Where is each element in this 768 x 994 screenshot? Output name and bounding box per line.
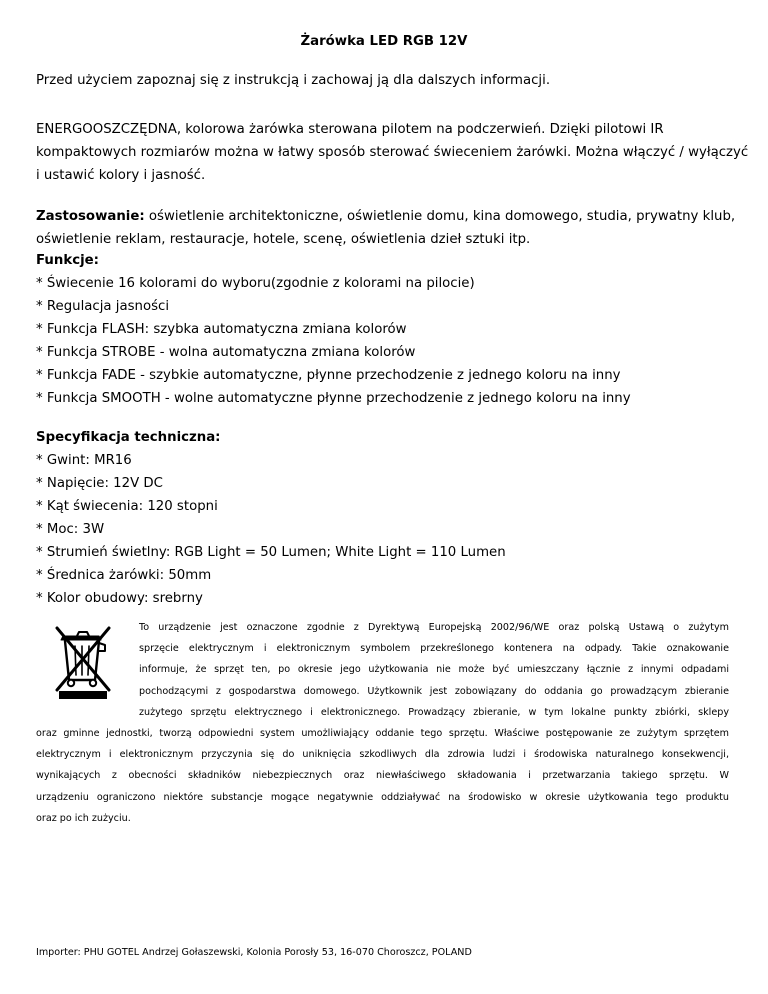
weee-line: zużytego sprzętu elektrycznego i elektronicznego. Prowadzący zbieranie, w tym lokalne punkty zbiórki, sklepy: [139, 706, 729, 718]
specs-section: [36, 426, 736, 610]
description-line: ENERGOOSZCZĘDNA, kolorowa żarówka sterowana pilotem na podczerwień. Dzięki pilotowi IR: [36, 122, 664, 137]
intro-text: Przed użyciem zapoznaj się z instrukcją i zachowaj ją dla dalszych informacji.: [36, 73, 551, 88]
functions-heading: Funkcje:: [36, 253, 99, 268]
usage-line: oświetlenie reklam, restauracje, hotele, scenę, oświetlenia dzieł sztuki itp.: [36, 232, 531, 247]
function-item: * Funkcja SMOOTH - wolne automatyczne płynne przechodzenie z jednego koloru na inny: [36, 391, 631, 406]
description-line: i ustawić kolory i jasność.: [36, 168, 206, 183]
weee-line: informuje, że sprzęt ten, po okresie jego użytkowania nie może być umieszczany łącznie z innymi odpadami: [139, 664, 729, 676]
weee-line: urządzeniu ograniczono niektóre substancje mogące negatywnie oddziaływać na środowisko w okresie użytkowania tego produktu: [36, 791, 729, 803]
weee-line: oraz po ich zużyciu.: [36, 812, 131, 824]
functions-section: [36, 249, 736, 410]
usage-text: oświetlenie architektoniczne, oświetlenie domu, kina domowego, studia, prywatny klub,: [144, 209, 736, 224]
usage-section: [36, 205, 736, 251]
weee-line: elektrycznym i elektronicznym przyczynia się do uniknięcia szkodliwych dla zdrowia ludzi i środowiska naturalnego konsekwencji,: [36, 749, 729, 761]
spec-item: * Moc: 3W: [36, 522, 105, 537]
description: [36, 118, 749, 187]
weee-line: wynikających z obecności składników niebezpiecznych oraz niewłaściwego składowania i przetwarzania takiego sprzętu. W: [36, 770, 729, 782]
spec-item: * Średnica żarówki: 50mm: [36, 568, 212, 583]
weee-line: oraz gminne jednostki, tworzą odpowiedni system umożliwiający oddanie tego sprzętu. Właściwe postępowanie ze zużytym sprzętem: [36, 728, 729, 740]
specs-heading: Specyfikacja techniczna:: [36, 430, 221, 445]
weee-line: To urządzenie jest oznaczone zgodnie z Dyrektywą Europejską 2002/96/WE oraz polską Ustawą o zużytym: [139, 622, 729, 633]
spec-item: * Kolor obudowy: srebrny: [36, 591, 203, 606]
weee-notice: [36, 617, 729, 829]
weee-line: pochodzącymi z gospodarstwa domowego. Użytkownik jest zobowiązany do oddania go prowadzącym zbieranie: [139, 685, 729, 697]
usage-line: [36, 205, 736, 228]
document-title: Żarówka LED RGB 12V: [300, 34, 468, 49]
function-item: * Funkcja FADE - szybkie automatyczne, płynne przechodzenie z jednego koloru na inny: [36, 368, 621, 383]
function-item: * Funkcja FLASH: szybka automatyczna zmiana kolorów: [36, 322, 407, 337]
weee-line: sprzęcie elektrycznym i elektronicznym symbolem przekreślonego kontenera na odpady. Takie oznakowanie: [139, 643, 729, 655]
function-item: * Funkcja STROBE - wolna automatyczna zmiana kolorów: [36, 345, 416, 360]
spec-item: * Kąt świecenia: 120 stopni: [36, 499, 218, 514]
function-item: * Świecenie 16 kolorami do wyboru(zgodnie z kolorami na pilocie): [36, 276, 475, 291]
description-line: kompaktowych rozmiarów można w łatwy sposób sterować świeceniem żarówki. Można włączyć / wyłączyć: [36, 145, 749, 160]
usage-label: Zastosowanie:: [36, 209, 145, 224]
spec-item: * Napięcie: 12V DC: [36, 476, 163, 491]
importer-footer: Importer: PHU GOTEL Andrzej Gołaszewski, Kolonia Porosły 53, 16-070 Choroszcz, POLAND: [36, 947, 472, 958]
spec-item: * Gwint: MR16: [36, 453, 132, 468]
spec-item: * Strumień świetlny: RGB Light = 50 Lumen; White Light = 110 Lumen: [36, 545, 506, 560]
function-item: * Regulacja jasności: [36, 299, 170, 314]
